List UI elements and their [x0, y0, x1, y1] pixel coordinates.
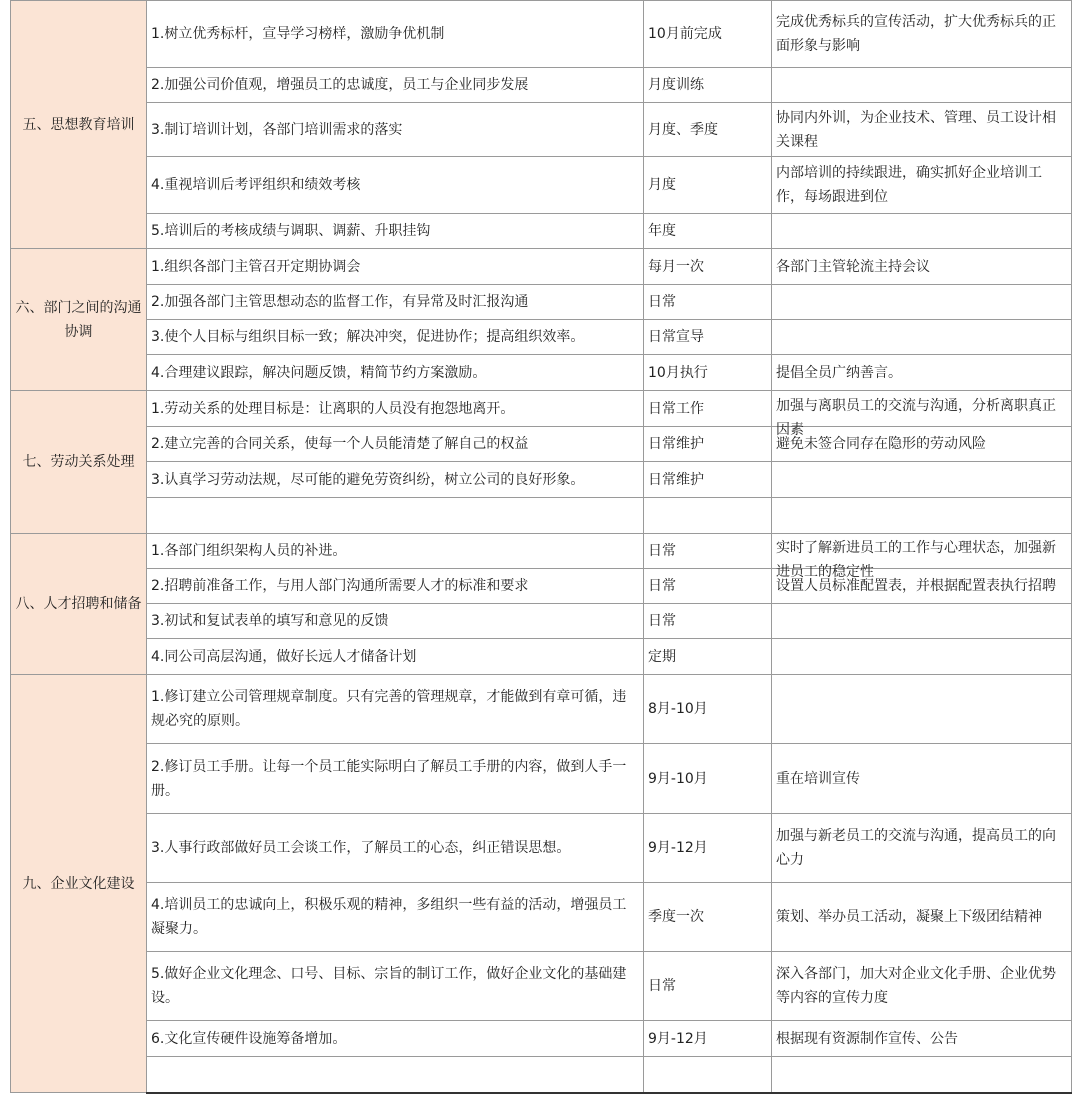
- time-cell: 月度、季度: [644, 103, 772, 157]
- task-cell: 1.修订建立公司管理规章制度。只有完善的管理规章，才能做到有章可循，违规必究的原则。: [147, 675, 644, 744]
- task-cell: 3.使个人目标与组织目标一致；解决冲突，促进协作；提高组织效率。: [147, 320, 644, 355]
- note-cell: [772, 534, 1072, 580]
- note-cell: [772, 604, 1072, 639]
- note-cell: [772, 68, 1072, 103]
- note-cell: 设置人员标准配置表，并根据配置表执行招聘: [772, 569, 1072, 604]
- task-cell: 1.组织各部门主管召开定期协调会: [147, 249, 644, 285]
- table-row: [11, 320, 1072, 355]
- table-row: [11, 744, 1072, 814]
- time-cell: 8月-10月: [644, 675, 772, 744]
- note-cell: 深入各部门，加大对企业文化手册、企业优势等内容的宣传力度: [772, 952, 1072, 1021]
- task-cell: 6.文化宣传硬件设施筹备增加。: [147, 1021, 644, 1057]
- table-row: [11, 1057, 1072, 1093]
- time-cell: 定期: [644, 639, 772, 675]
- table-row: [11, 569, 1072, 604]
- task-cell: 3.认真学习劳动法规，尽可能的避免劳资纠纷，树立公司的良好形象。: [147, 462, 644, 498]
- task-cell: 4.合理建议跟踪，解决问题反馈，精简节约方案激励。: [147, 355, 644, 391]
- time-cell: 月度训练: [644, 68, 772, 103]
- note-cell: 内部培训的持续跟进，确实抓好企业培训工作，每场跟进到位: [772, 157, 1072, 214]
- task-cell: [147, 1057, 644, 1093]
- category-cell: 六、部门之间的沟通协调: [11, 249, 147, 391]
- time-cell: 日常工作: [644, 391, 772, 427]
- note-cell: [772, 285, 1072, 320]
- task-cell: 5.做好企业文化理念、口号、目标、宗旨的制订工作，做好企业文化的基础建设。: [147, 952, 644, 1021]
- table-row: [11, 814, 1072, 883]
- time-cell: 9月-12月: [644, 814, 772, 883]
- task-cell: 2.建立完善的合同关系，使每一个人员能清楚了解自己的权益: [147, 427, 644, 462]
- task-cell: 1.树立优秀标杆，宣导学习榜样，激励争优机制: [147, 1, 644, 68]
- note-cell: [772, 675, 1072, 744]
- note-cell: 根据现有资源制作宣传、公告: [772, 1021, 1072, 1057]
- time-cell: 季度一次: [644, 883, 772, 952]
- note-cell: 完成优秀标兵的宣传活动，扩大优秀标兵的正面形象与影响: [772, 1, 1072, 68]
- table-row: [11, 534, 1072, 569]
- task-cell: 4.重视培训后考评组织和绩效考核: [147, 157, 644, 214]
- note-cell: [772, 639, 1072, 675]
- work-plan-table: [10, 0, 1072, 1094]
- note-cell: [772, 462, 1072, 498]
- task-cell: 2.修订员工手册。让每一个员工能实际明白了解员工手册的内容，做到人手一册。: [147, 744, 644, 814]
- time-cell: 日常宣导: [644, 320, 772, 355]
- task-cell: 4.同公司高层沟通，做好长远人才储备计划: [147, 639, 644, 675]
- time-cell: 日常维护: [644, 462, 772, 498]
- table-row: [11, 249, 1072, 285]
- note-cell: [772, 1057, 1072, 1093]
- task-cell: [147, 498, 644, 534]
- time-cell: 日常: [644, 285, 772, 320]
- task-cell: 4.培训员工的忠诚向上，积极乐观的精神，多组织一些有益的活动，增强员工凝聚力。: [147, 883, 644, 952]
- table-row: [11, 285, 1072, 320]
- time-cell: 月度: [644, 157, 772, 214]
- table-row: [11, 498, 1072, 534]
- table-row: [11, 604, 1072, 639]
- note-cell: 重在培训宣传: [772, 744, 1072, 814]
- task-cell: 1.劳动关系的处理目标是：让离职的人员没有抱怨地离开。: [147, 391, 644, 427]
- note-cell: 策划、举办员工活动，凝聚上下级团结精神: [772, 883, 1072, 952]
- time-cell: 10月执行: [644, 355, 772, 391]
- time-cell: [644, 1057, 772, 1093]
- time-cell: 每月一次: [644, 249, 772, 285]
- time-cell: 日常: [644, 952, 772, 1021]
- category-cell: 七、劳动关系处理: [11, 391, 147, 534]
- table-row: [11, 1, 1072, 68]
- task-cell: 3.初试和复试表单的填写和意见的反馈: [147, 604, 644, 639]
- note-cell: [772, 214, 1072, 249]
- note-cell: [772, 320, 1072, 355]
- table-row: [11, 675, 1072, 744]
- task-cell: 3.人事行政部做好员工会谈工作，了解员工的心态，纠正错误思想。: [147, 814, 644, 883]
- time-cell: 9月-10月: [644, 744, 772, 814]
- note-cell: [772, 498, 1072, 534]
- table-row: [11, 157, 1072, 214]
- time-cell: [644, 498, 772, 534]
- note-text: 实时了解新进员工的工作与心理状态，加强新进员工的稳定性: [776, 540, 1056, 580]
- note-cell: 避免未签合同存在隐形的劳动风险: [772, 427, 1072, 462]
- table-row: [11, 462, 1072, 498]
- task-cell: 1.各部门组织架构人员的补进。: [147, 534, 644, 569]
- note-cell: 协同内外训，为企业技术、管理、员工设计相关课程: [772, 103, 1072, 157]
- note-cell: 提倡全员广纳善言。: [772, 355, 1072, 391]
- table-row: [11, 883, 1072, 952]
- table-row: [11, 427, 1072, 462]
- task-cell: 3.制订培训计划，各部门培训需求的落实: [147, 103, 644, 157]
- table-row: [11, 639, 1072, 675]
- category-cell: 九、企业文化建设: [11, 675, 147, 1093]
- category-cell: 八、人才招聘和储备: [11, 534, 147, 675]
- table-row: [11, 1021, 1072, 1057]
- time-cell: 日常维护: [644, 427, 772, 462]
- category-cell: 五、思想教育培训: [11, 1, 147, 249]
- table-row: [11, 952, 1072, 1021]
- task-cell: 2.加强公司价值观，增强员工的忠诚度，员工与企业同步发展: [147, 68, 644, 103]
- table-row: [11, 355, 1072, 391]
- table-row: [11, 214, 1072, 249]
- note-cell: [772, 391, 1072, 438]
- table-row: [11, 391, 1072, 427]
- task-cell: 5.培训后的考核成绩与调职、调薪、升职挂钩: [147, 214, 644, 249]
- time-cell: 日常: [644, 534, 772, 569]
- note-text: 加强与离职员工的交流与沟通，分析离职真正因素: [776, 397, 1056, 438]
- time-cell: 9月-12月: [644, 1021, 772, 1057]
- table-row: [11, 103, 1072, 157]
- time-cell: 年度: [644, 214, 772, 249]
- time-cell: 日常: [644, 569, 772, 604]
- note-cell: 各部门主管轮流主持会议: [772, 249, 1072, 285]
- time-cell: 10月前完成: [644, 1, 772, 68]
- task-cell: 2.招聘前准备工作，与用人部门沟通所需要人才的标准和要求: [147, 569, 644, 604]
- table-row: [11, 68, 1072, 103]
- time-cell: 日常: [644, 604, 772, 639]
- note-cell: 加强与新老员工的交流与沟通，提高员工的向心力: [772, 814, 1072, 883]
- task-cell: 2.加强各部门主管思想动态的监督工作，有异常及时汇报沟通: [147, 285, 644, 320]
